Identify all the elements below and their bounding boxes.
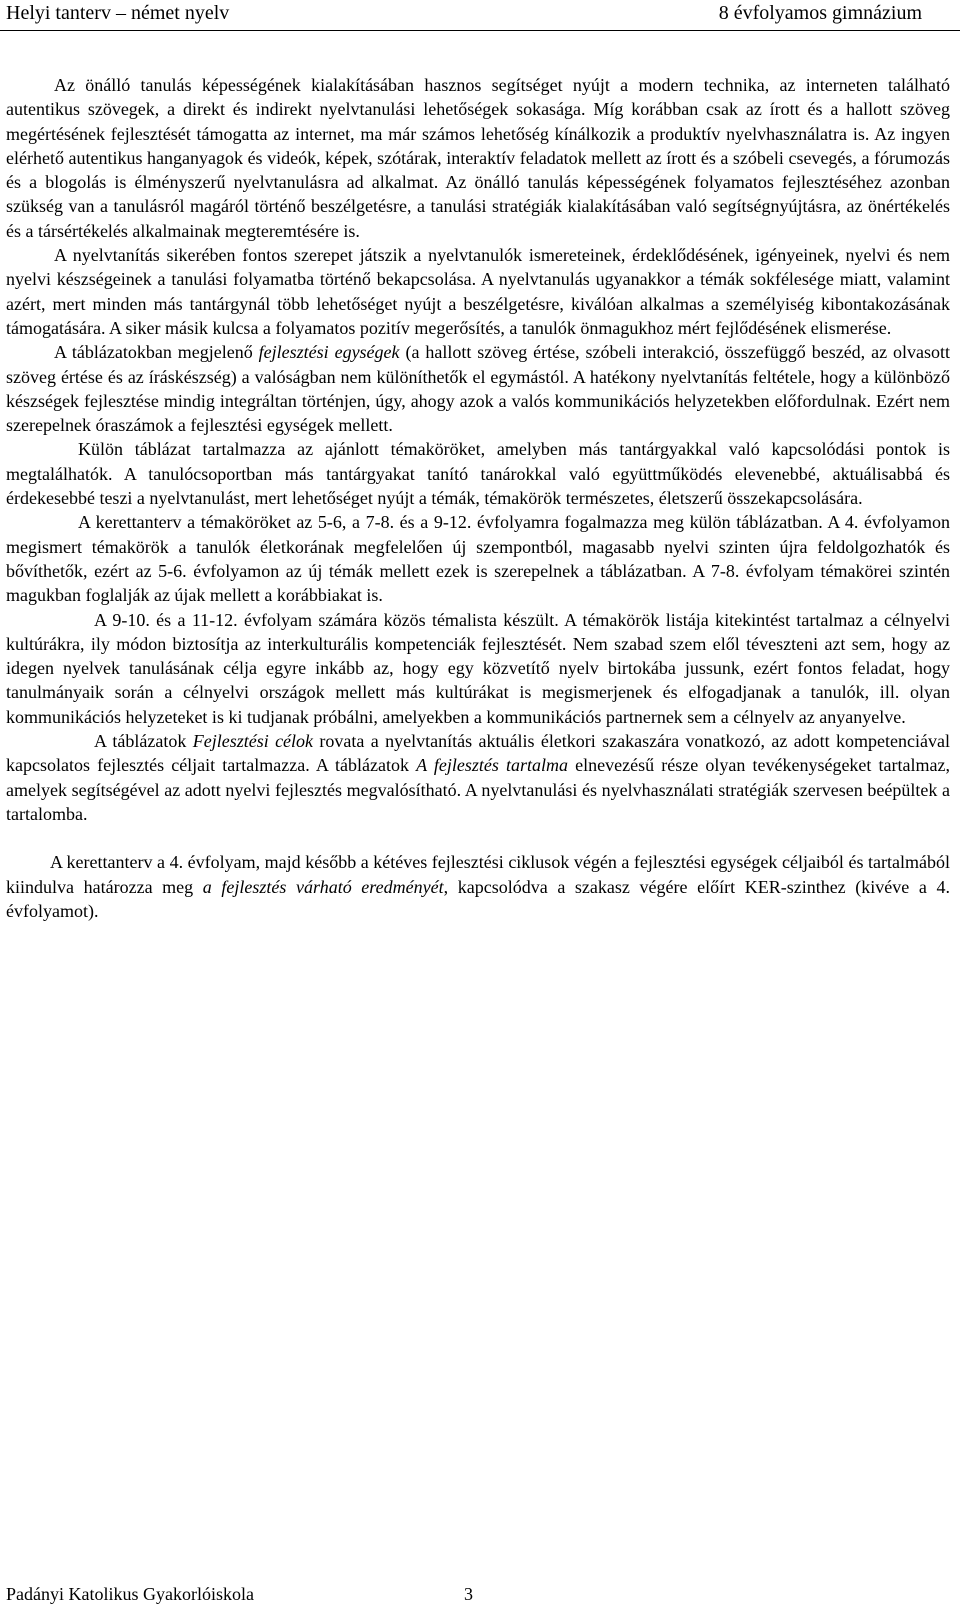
italic-term: fejlesztési egységek (258, 342, 400, 363)
italic-term: A fejlesztés tartalma (416, 755, 569, 776)
paragraph-framework-topics: A kerettanterv a témaköröket az 5-6, a 7-8. és a 9-12. évfolyamra fogalmazza meg külön táblázatban. A 4. évfolyamon megismert témakörök a tanulók életkorának megfelelően új szempontból, magasabb nyelvi szinten újra feldolgozhatók és bővíthetők, ezért az 5-6. évfolyamon az új témák mellett ezek is szerepelnek a táblázatban. A 7-8. évfolyam témakörei szintén magukban foglalják az újak mellett a korábbiakat is. (6, 512, 950, 606)
paragraph-expected-outcomes (6, 850, 950, 923)
paragraph-text: A kerettanterv a 4. évfolyam, majd később a kétéves fejlesztési ciklusok végén a fejlesztési egységek céljaiból és tartalmából kiindulva határozza meg (6, 852, 950, 897)
italic-term: Fejlesztési célok (192, 731, 314, 752)
paragraph-text: (a hallott szöveg értése, szóbeli interakció, összefüggő beszéd, az olvasott szöveg értése és az íráskészség) a valóságban nem különíthetők el egymástól. A hatékony nyelvtanítás feltétele, hogy a különböző készségek fejlesztése mindig integráltan történjen, úgy, ahogy azok a valós kommunikációs helyzetekben előfordulnak. Ezért nem szerepelnek óraszámok a fejlesztési egységek mellett. (6, 342, 950, 436)
page-header (0, 0, 960, 31)
paragraph-text: elnevezésű része olyan tevékenységeket tartalmaz, amelyek segítségével az adott nyelvi fejlesztés megvalósítható. A nyelvtanulási és nyelvhasználati stratégiák szervesen beépültek a tartalomba. (6, 755, 951, 824)
page-number: 3 (464, 1584, 473, 1604)
italic-term: a fejlesztés várható eredményét (202, 876, 444, 897)
paragraph-self-study: Az önálló tanulás képességének kialakításában hasznos segítséget nyújt a modern technika, az interneten található autentikus szövegek, a direkt és indirekt nyelvtanulási lehetőségek sokasága. Míg korábban csak az írott és a hallott szöveg megértésének fejlesztését támogatta az internet, ma már számos lehetőség kínálkozik a produktív nyelvhasználatra is. Az ingyen elérhető autentikus hanganyagok és videók, képek, szótárak, interaktív feladatok mellett az írott és a szóbeli csevegés, a fórumozás és a blogolás is élményszerű nyelvtanulásra ad alkalmat. Az önálló tanulás képességének folyamatos fejlesztéséhez azonban szükség van a tanulásról magáról történő beszélgetésre, a tanulási stratégiák kialakításában való segítségnyújtásra, az önértékelés és a társértékelés alkalmainak megteremtésére is. (6, 75, 950, 241)
header-school-type: 8 évfolyamos gimnázium (718, 2, 922, 24)
page-footer (6, 1582, 950, 1606)
paragraph-topics-table: Külön táblázat tartalmazza az ajánlott témaköröket, amelyben más tantárgyakkal való kapcsolódási pontok is megtalálhatók. A tanulócsoportban más tantárgyakat tanító tanárokkal való együttműködés elevenebbé, aktuálisabbá és érdekesebbé teszi a nyelvtanulást, mert lehetőséget nyújt a témák, témakörök természetes, életszerű összekapcsolására. (6, 439, 950, 509)
header-document-title: Helyi tanterv – német nyelv (6, 2, 230, 24)
paragraph-development-units (6, 340, 950, 437)
paragraph-table-columns (6, 729, 950, 826)
paragraph-text: , kapcsolódva a szakasz végére előírt KER-szinthez (kivéve a 4. évfolyamot). (6, 876, 950, 921)
footer-school-name: Padányi Katolikus Gyakorlóiskola (6, 1584, 254, 1604)
paragraph-common-topic-list: A 9-10. és a 11-12. évfolyam számára közös témalista készült. A témakörök listája kitekintést tartalmaz a célnyelvi kultúrákra, ily módon biztosítja az interkulturális kompetenciák fejlesztését. Nem szabad szem elől téveszteni azt sem, hogy az idegen nyelvek tanulásának célja egyre inkább az, hogy egy közvetítő nyelv birtokába jussunk, ezért fontos feladat, hogy tanulmányaik során a célnyelvi országok mellett más kultúrákat is megismerjenek és elfogadjanak a tanulók, ill. olyan kommunikációs helyzeteket is ki tudjanak próbálni, amelyekben a kommunikációs partnernek sem a célnyelv az anyanyelve. (6, 609, 950, 727)
paragraph-text: A táblázatok (94, 731, 193, 752)
paragraph-text: A táblázatokban megjelenő (54, 342, 259, 363)
paragraph-text: rovata a nyelvtanítás aktuális életkori szakaszára vonatkozó, az adott kompetenciával kapcsolatos fejlesztés céljait tartalmazza. A táblázatok (6, 731, 951, 776)
document-body (6, 73, 950, 923)
paragraph-success-factors: A nyelvtanítás sikerében fontos szerepet játszik a nyelvtanulók ismereteinek, érdeklődésének, igényeinek, nyelvi és nem nyelvi készségeinek a tanulási folyamatba történő bekapcsolása. A nyelvtanulás ugyanakkor a témák sokfélesége miatt, valamint azért, mert minden más tantárgynál több lehetőséget nyújt a beszélgetésre, kiválóan alkalmas a személyiség kibontakozásának támogatására. A siker másik kulcsa a folyamatos pozitív megerősítés, a tanulók önmagukhoz mért fejlődésének elismerése. (6, 245, 950, 338)
